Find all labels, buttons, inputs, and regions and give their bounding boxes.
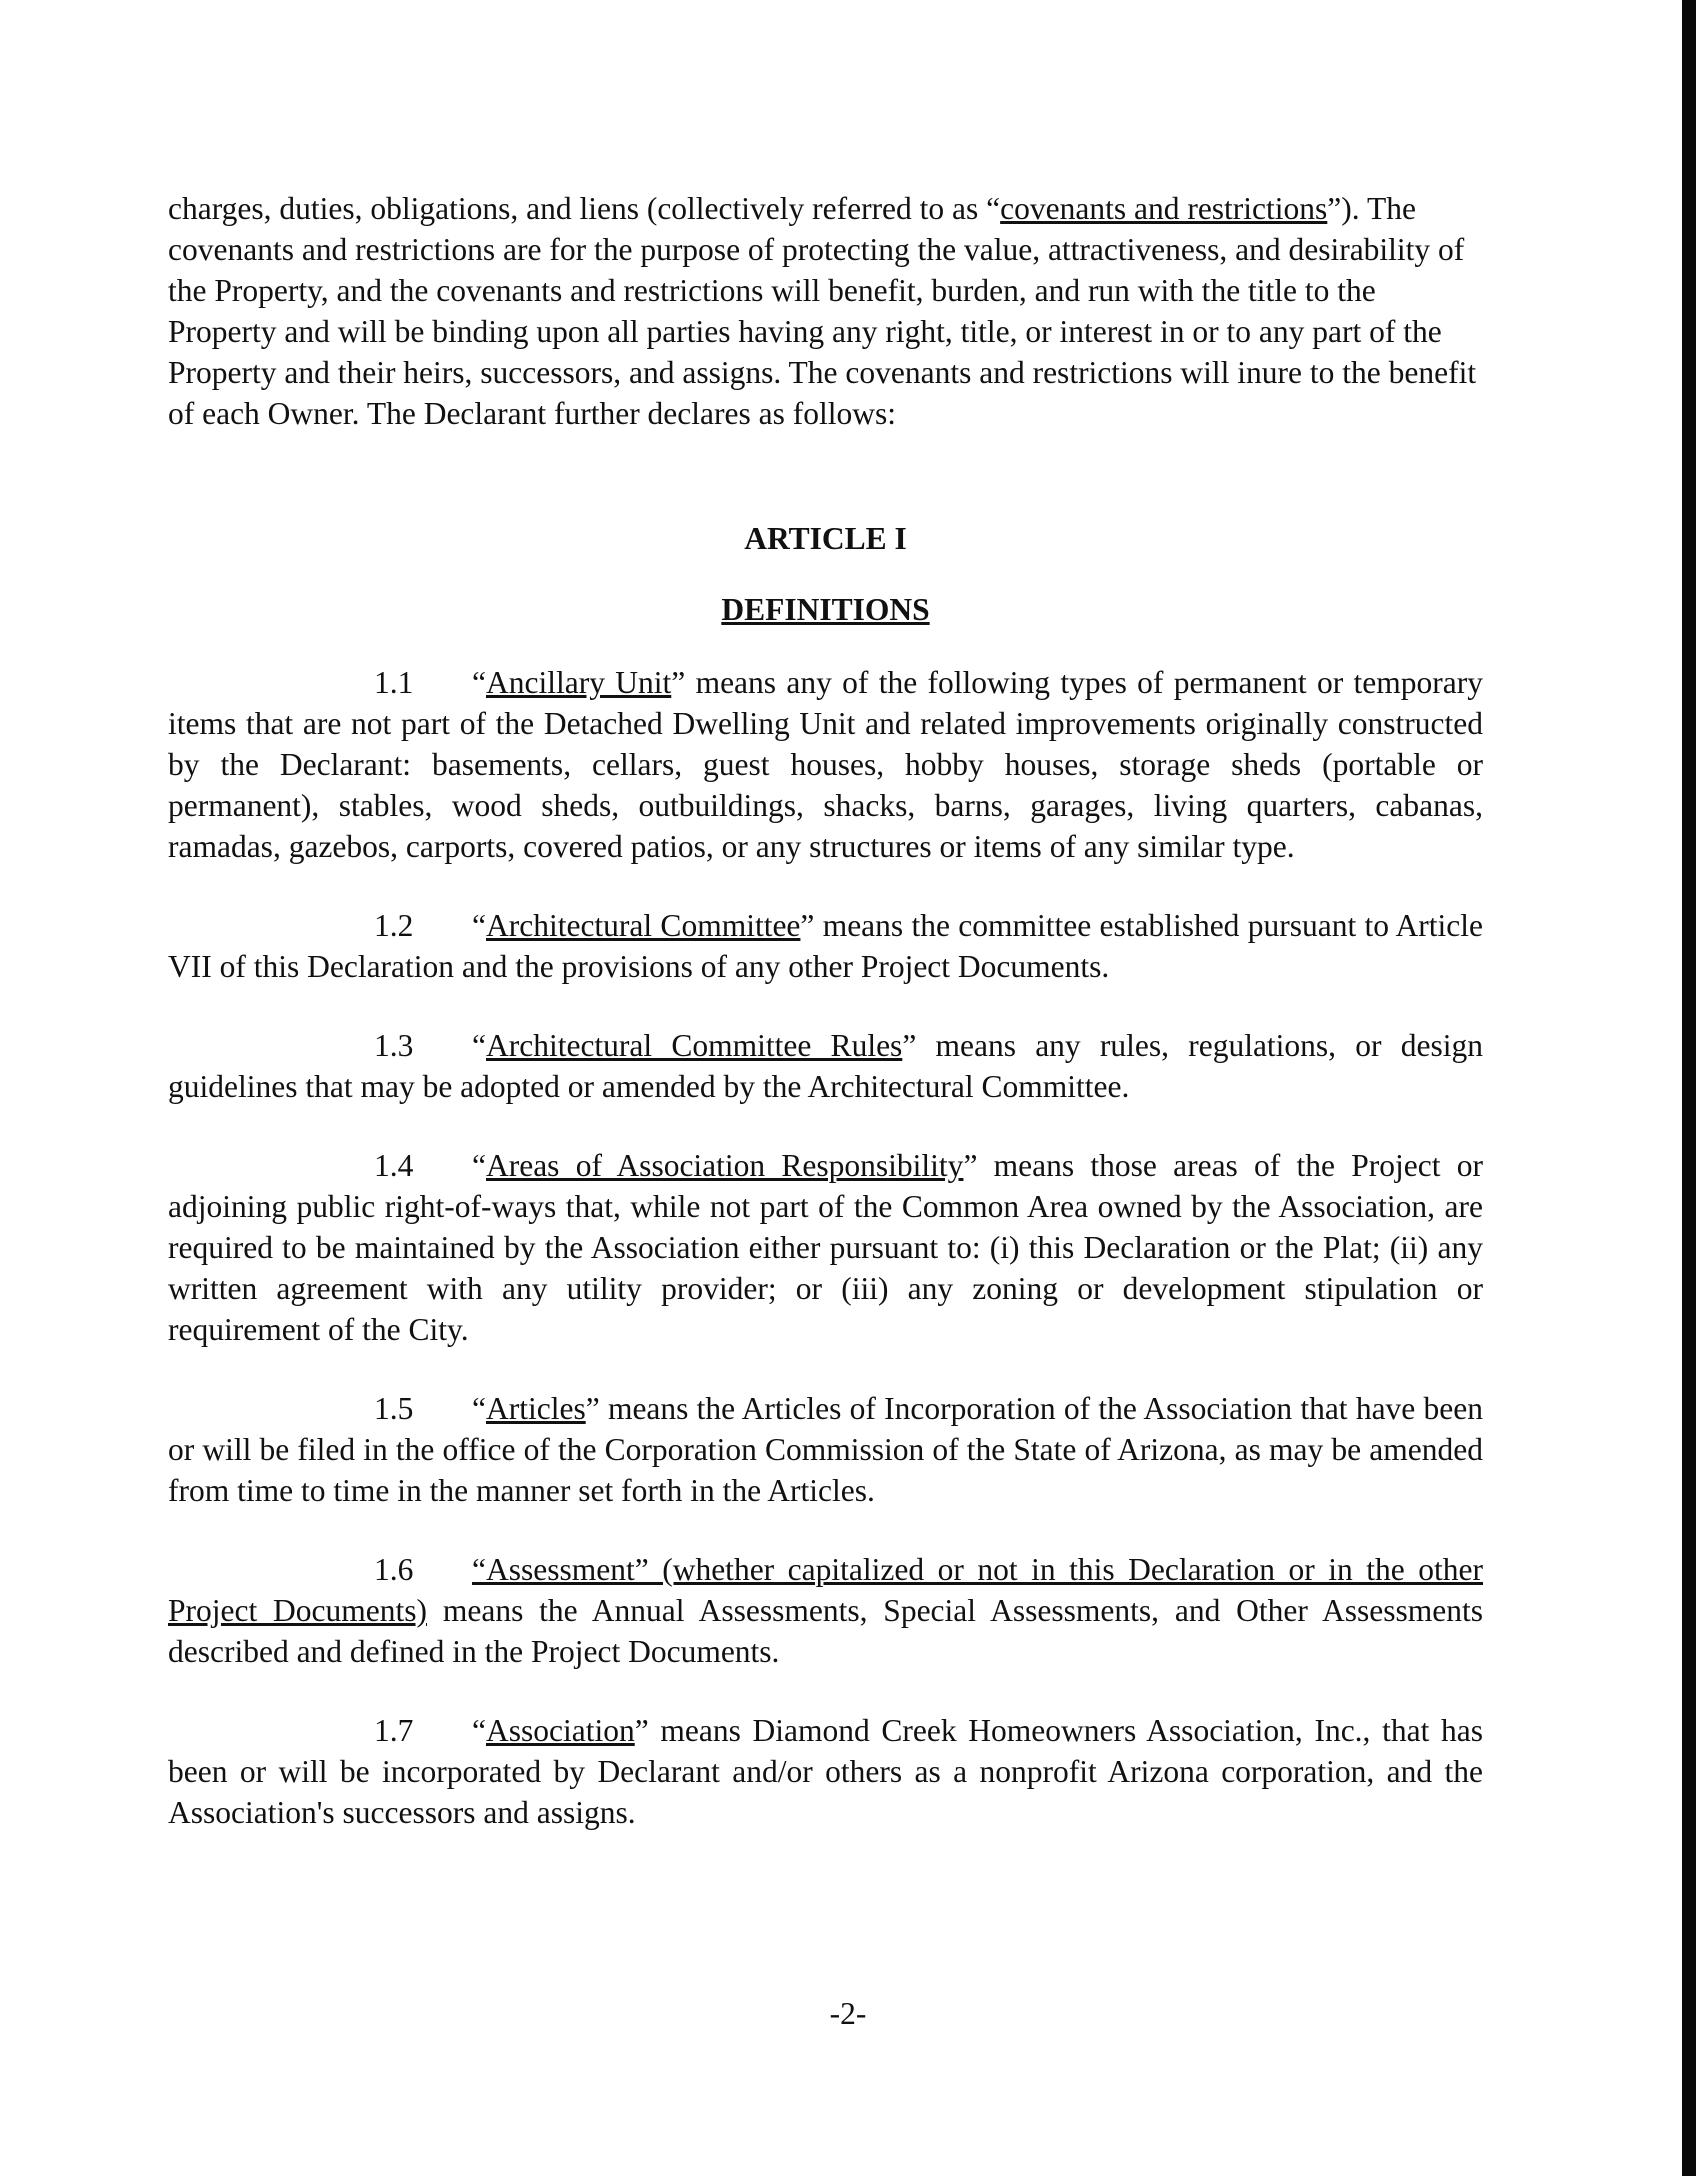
- definition-text: ” means the committee established pursuant to Article VII of this Declaration and the provisions of any other Project Documents.: [168, 908, 1484, 984]
- definition-text: ” means Diamond Creek Homeowners Association, Inc., that has been or will be incorporated by Declarant and/or others as a nonprofit Arizona corporation, and the Association's successors and assigns.: [168, 1713, 1483, 1830]
- article-heading: ARTICLE I: [744, 521, 907, 556]
- definition-text: ” means the Articles of Incorporation of the Association that have been or will be filed in the office of the Corporation Commission of the State of Arizona, as may be amended from time to time in the manner set forth in the Articles.: [168, 1391, 1483, 1508]
- definition-text: ” means any of the following types of permanent or temporary items that are not part of the Detached Dwelling Unit and related improvements originally constructed by the Declarant: basements, cellars, guest houses, hobby houses, storage sheds (portable or permanent), stables, wood sheds, outbuildings, shacks, barns, garages, living quarters, cabanas, ramadas, gazebos, carports, covered patios, or any structures or items of any similar type.: [168, 665, 1483, 864]
- definition-number: 1.3: [374, 1028, 414, 1063]
- definition-number: 1.1: [374, 665, 414, 700]
- definitions-heading: DEFINITIONS: [721, 592, 930, 627]
- open-quote: “: [472, 1028, 486, 1063]
- definition-number: 1.2: [374, 908, 414, 943]
- definition-text: ” means those areas of the Project or adjoining public right-of-ways that, while not part of the Common Area owned by the Association, are required to be maintained by the Association either pursuant to: (i) this Declaration or the Plat; (ii) any written agreement with any utility provider; or (iii) any zoning or development stipulation or requirement of the City.: [168, 1148, 1483, 1347]
- scan-edge: [1682, 0, 1696, 2176]
- definition-number: 1.6: [374, 1552, 414, 1587]
- page-number: -2-: [829, 1996, 867, 2031]
- open-quote: “: [472, 665, 486, 700]
- defined-term: Architectural Committee: [485, 908, 801, 943]
- definition-1-4: [168, 1145, 1483, 1350]
- definition-number: 1.5: [374, 1391, 414, 1426]
- definition-1-1: [168, 662, 1483, 867]
- defined-term: Articles: [485, 1391, 586, 1426]
- definition-1-7: [168, 1710, 1483, 1833]
- intro-paragraph: [168, 188, 1483, 434]
- definition-1-2: [168, 905, 1483, 987]
- definition-text: ” means any rules, regulations, or design guidelines that may be adopted or amended by the Architectural Committee.: [168, 1028, 1483, 1104]
- definition-number: 1.4: [374, 1148, 414, 1183]
- defined-term: Association: [485, 1713, 635, 1748]
- defined-term: Areas of Association Responsibility: [485, 1148, 964, 1183]
- defined-term: Architectural Committee Rules: [485, 1028, 903, 1063]
- definition-1-3: [168, 1025, 1483, 1107]
- defined-term: Ancillary Unit: [485, 665, 672, 700]
- open-quote: “: [472, 1148, 486, 1183]
- intro-text-start: charges, duties, obligations, and liens (collectively referred to as “: [168, 191, 1001, 226]
- defined-term: Assessment” (whether capitalized or not in this Declaration or in the other Project Documents): [168, 1552, 1483, 1628]
- intro-defined-term: covenants and restrictions: [1000, 191, 1328, 226]
- open-quote: “: [472, 1713, 486, 1748]
- definition-text: means the Annual Assessments, Special Assessments, and Other Assessments described and defined in the Project Documents.: [168, 1593, 1483, 1669]
- definition-number: 1.7: [374, 1713, 414, 1748]
- open-quote: “: [472, 908, 486, 943]
- definition-1-6: [168, 1549, 1483, 1672]
- open-quote: “: [472, 1552, 486, 1587]
- document-page: [168, 188, 1483, 1833]
- definition-1-5: [168, 1388, 1483, 1511]
- intro-text-end: ”). The covenants and restrictions are for the purpose of protecting the value, attractiveness, and desirability of the Property, and the covenants and restrictions will benefit, burden, and run with the title to the Property and will be binding upon all parties having any right, title, or interest in or to any part of the Property and their heirs, successors, and assigns. The covenants and restrictions will inure to the benefit of each Owner. The Declarant further declares as follows:: [168, 191, 1477, 431]
- open-quote: “: [472, 1391, 486, 1426]
